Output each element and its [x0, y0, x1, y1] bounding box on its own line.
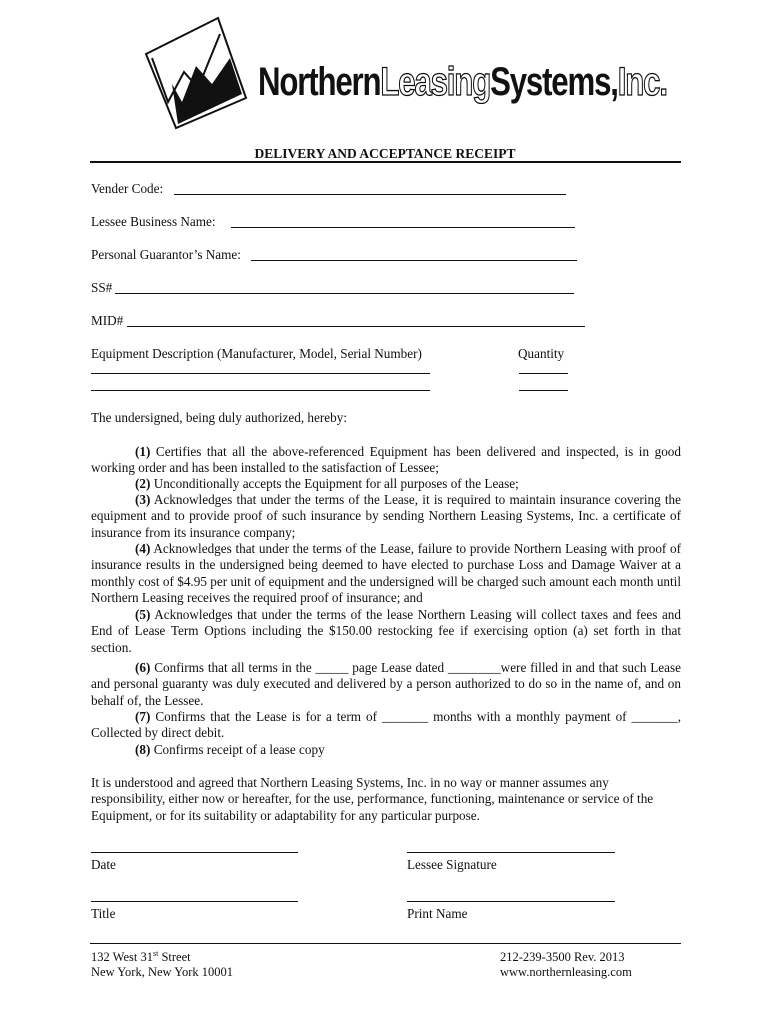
- footer-city: New York, New York 10001: [91, 965, 234, 979]
- vender-code-label: Vender Code:: [91, 181, 164, 196]
- clause-3: (3) Acknowledges that under the terms of the Lease, it is required to maintain insurance covering the equipment and to provide proof of such insurance by sending Northern Leasing Systems, Inc. a certificate of insurance from its insurance company;: [91, 492, 681, 540]
- logo-chart-icon: [138, 14, 258, 130]
- intro-text: The undersigned, being duly authorized, hereby:: [91, 410, 347, 425]
- ss-field[interactable]: [115, 293, 574, 294]
- logo-leasing: Leasing: [380, 60, 491, 104]
- footer-phone-rev: 212-239-3500 Rev. 2013: [500, 950, 625, 964]
- mid-field[interactable]: [127, 326, 585, 327]
- lessee-business-name-label: Lessee Business Name:: [91, 214, 216, 229]
- clause-5: (5) Acknowledges that under the terms of the lease Northern Leasing will collect taxes and fees and End of Lease Term Options including the $150.00 restocking fee if exercising option (a) set forth in that section.: [91, 607, 681, 655]
- logo-northern: Northern: [258, 60, 381, 104]
- title-field[interactable]: [91, 901, 298, 902]
- clause-4: (4) Acknowledges that under the terms of the Lease, failure to provide Northern Leasing with proof of insurance results in the undersigned being deemed to have elected to purchase Loss and Damage Waiver at a monthly cost of $4.95 per unit of equipment and the undersigned will be charged such amount each month until Northern Leasing receives the required proof of insurance; and: [91, 541, 681, 606]
- personal-guarantor-label: Personal Guarantor’s Name:: [91, 247, 241, 262]
- equipment-description-header: Equipment Description (Manufacturer, Model, Serial Number): [91, 346, 422, 361]
- personal-guarantor-field[interactable]: [251, 260, 577, 261]
- ss-label: SS#: [91, 280, 113, 295]
- footer-website[interactable]: www.northernleasing.com: [500, 965, 632, 979]
- lessee-business-name-field[interactable]: [231, 227, 575, 228]
- clause-2: (2) Unconditionally accepts the Equipment for all purposes of the Lease;: [135, 476, 519, 491]
- logo-inc: Inc.: [617, 60, 667, 104]
- disclaimer: It is understood and agreed that Northern Leasing Systems, Inc. in no way or manner assumes any responsibility, either now or hereafter, for the use, performance, functioning, maintenance or service of the Equipment, or for its suitability or adaptability for any particular purpose.: [91, 775, 654, 823]
- equipment-description-line-2[interactable]: [91, 390, 430, 391]
- date-label: Date: [91, 857, 116, 872]
- quantity-line-1[interactable]: [519, 373, 568, 374]
- footer-rule: [90, 943, 681, 944]
- print-name-field[interactable]: [407, 901, 615, 902]
- print-name-label: Print Name: [407, 906, 468, 921]
- logo-wordmark: [258, 60, 667, 105]
- footer-address: 132 West 31st Street: [91, 948, 191, 964]
- title-rule: [90, 161, 681, 163]
- quantity-line-2[interactable]: [519, 390, 568, 391]
- date-field[interactable]: [91, 852, 298, 853]
- mid-label: MID#: [91, 313, 124, 328]
- clause-7: (7) Confirms that the Lease is for a term of _______ months with a monthly payment of _______, Collected by direct debit.: [91, 709, 681, 741]
- vender-code-field[interactable]: [174, 194, 566, 195]
- logo-systems: Systems,: [490, 60, 618, 104]
- page-title: DELIVERY AND ACCEPTANCE RECEIPT: [254, 146, 516, 161]
- title-label: Title: [91, 906, 116, 921]
- lessee-signature-label: Lessee Signature: [407, 857, 497, 872]
- clause-1: (1) Certifies that all the above-referenced Equipment has been delivered and inspected, is in good working order and has been installed to the satisfaction of Lessee;: [91, 444, 681, 476]
- equipment-description-line-1[interactable]: [91, 373, 430, 374]
- company-logo: [138, 14, 667, 130]
- clause-8: (8) Confirms receipt of a lease copy: [135, 742, 325, 757]
- lessee-signature-field[interactable]: [407, 852, 615, 853]
- clause-6: (6) Confirms that all terms in the _____ page Lease dated ________were filled in and that such Lease and personal guaranty was duly executed and delivered by a person authorized to do so in the name of, and on behalf of, the Lessee.: [91, 660, 681, 708]
- quantity-header: Quantity: [518, 346, 565, 361]
